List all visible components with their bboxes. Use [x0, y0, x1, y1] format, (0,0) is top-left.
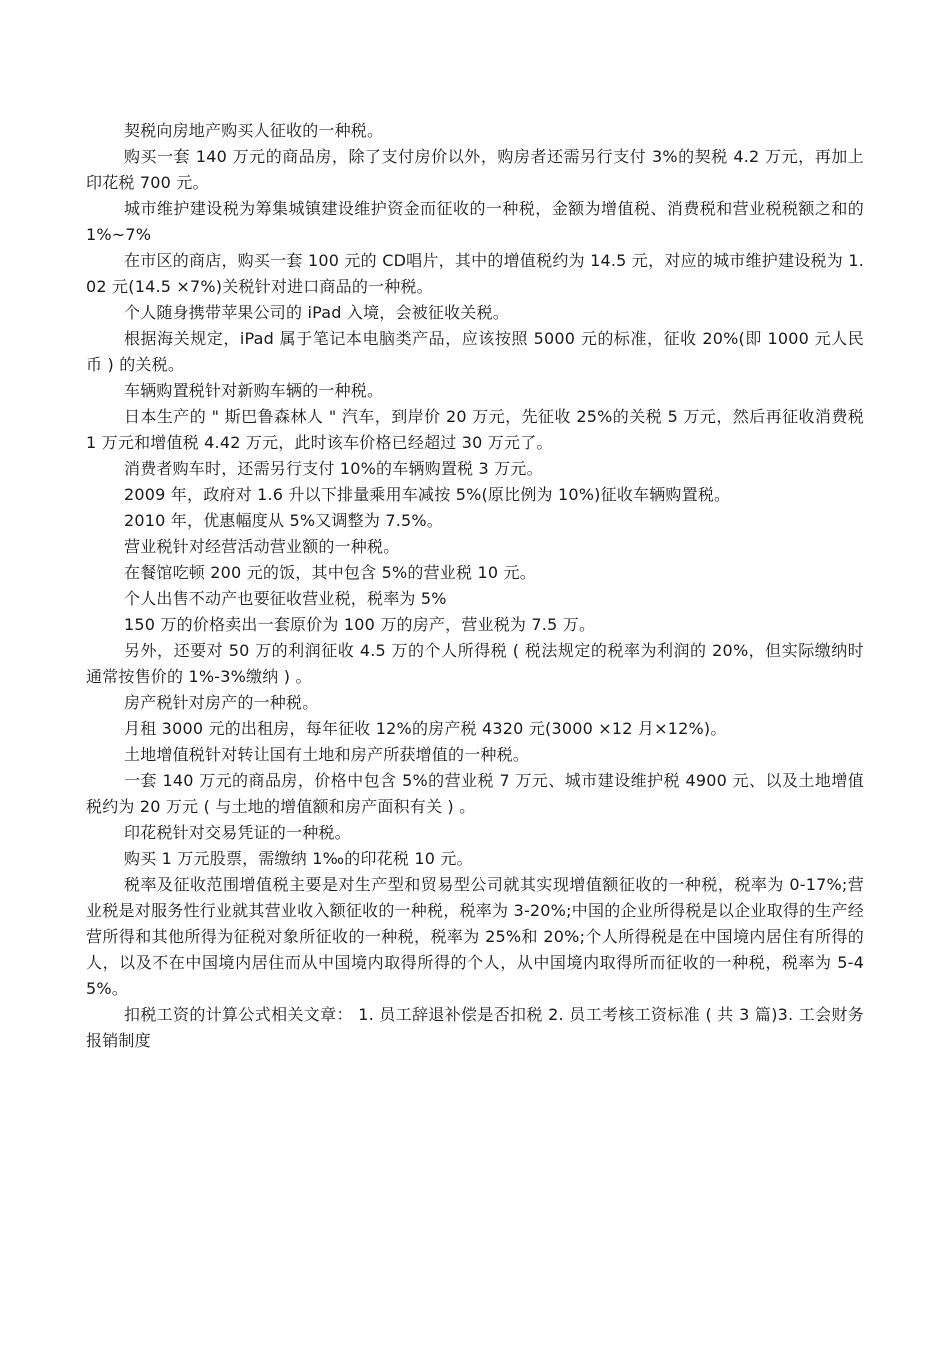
paragraph-2010-policy: 2010 年，优惠幅度从 5%又调整为 7.5%。: [124, 511, 444, 530]
paragraph-stamp-tax: 印花税针对交易凭证的一种税。: [124, 823, 351, 842]
paragraph-restaurant-example: 在餐馆吃顿 200 元的饭，其中包含 5%的营业税 10 元。: [124, 563, 536, 582]
paragraph-2009-policy: 2009 年，政府对 1.6 升以下排量乘用车减按 5%(原比例为 10%)征收车辆购置税。: [124, 485, 731, 504]
paragraph-income-tax-example: 另外，还要对 50 万的利润征收 4.5 万的个人所得税 ( 税法规定的税率为利润的 20%，但实际缴纳时通常按售价的 1%-3%缴纳 ) 。: [86, 641, 864, 686]
paragraph-deed-tax-example: 购买一套 140 万元的商品房，除了支付房价以外，购房者还需另行支付 3%的契税 4.2 万元，再加上印花税 700 元。: [86, 147, 864, 192]
paragraph-property-tax: 房产税针对房产的一种税。: [124, 693, 319, 712]
paragraph-deed-tax: 契税向房地产购买人征收的一种税。: [124, 121, 384, 140]
paragraph-vehicle-purchase-payment: 消费者购车时，还需另行支付 10%的车辆购置税 3 万元。: [124, 459, 543, 478]
paragraph-business-tax: 营业税针对经营活动营业额的一种税。: [124, 537, 400, 556]
paragraph-subaru-example: 日本生产的 " 斯巴鲁森林人 " 汽车，到岸价 20 万元，先征收 25%的关税 5 万元，然后再征收消费税 1 万元和增值税 4.42 万元，此时该车价格已经超过 30 万元了。: [86, 407, 864, 452]
paragraph-land-value-tax: 土地增值税针对转让国有土地和房产所获增值的一种税。: [124, 745, 530, 764]
paragraph-house-tax-breakdown: 一套 140 万元的商品房，价格中包含 5%的营业税 7 万元、城市建设维护税 4900 元、以及土地增值税约为 20 万元 ( 与土地的增值额和房产面积有关 ) 。: [86, 771, 864, 816]
paragraph-property-sale-example: 150 万的价格卖出一套原价为 100 万的房产，营业税为 7.5 万。: [124, 615, 596, 634]
paragraph-stock-example: 购买 1 万元股票，需缴纳 1‰的印花税 10 元。: [124, 849, 473, 868]
paragraph-urban-construction-example: 在市区的商店，购买一套 100 元的 CD唱片，其中的增值税约为 14.5 元，对应的城市维护建设税为 1.02 元(14.5 ×7%)关税针对进口商品的一种税。: [86, 251, 864, 296]
paragraph-tax-rates-summary: 税率及征收范围增值税主要是对生产型和贸易型公司就其实现增值额征收的一种税，税率为 0-17%;营业税是对服务性行业就其营业收入额征收的一种税，税率为 3-20%;中国的企业所得税是以企业取得的生产经营所得和其他所得为征税对象所征收的一种税，税率为 25%和 20%;个人所得税是在中国境内居住有所得的人，以及不在中国境内居住而从中国境内取得所得的个人，从中国境内取得所而征收的一种税，税率为 5-45%。: [86, 875, 864, 998]
paragraph-customs-rule: 根据海关规定，iPad 属于笔记本电脑类产品，应该按照 5000 元的标准，征收 20%(即 1000 元人民币 ) 的关税。: [86, 329, 864, 374]
paragraph-rental-example: 月租 3000 元的出租房，每年征收 12%的房产税 4320 元(3000 ×12 月×12%)。: [124, 719, 727, 738]
paragraph-related-articles: 扣税工资的计算公式相关文章： 1. 员工辞退补偿是否扣税 2. 员工考核工资标准 ( 共 3 篇)3. 工会财务报销制度: [86, 1005, 864, 1050]
paragraph-property-sale-tax: 个人出售不动产也要征收营业税，税率为 5%: [124, 589, 447, 608]
paragraph-vehicle-purchase-tax: 车辆购置税针对新购车辆的一种税。: [124, 381, 384, 400]
paragraph-ipad-customs: 个人随身携带苹果公司的 iPad 入境，会被征收关税。: [124, 303, 509, 322]
document-body: [86, 118, 864, 1054]
paragraph-urban-construction-tax: 城市维护建设税为筹集城镇建设维护资金而征收的一种税，金额为增值税、消费税和营业税税额之和的 1%~7%: [86, 199, 864, 244]
